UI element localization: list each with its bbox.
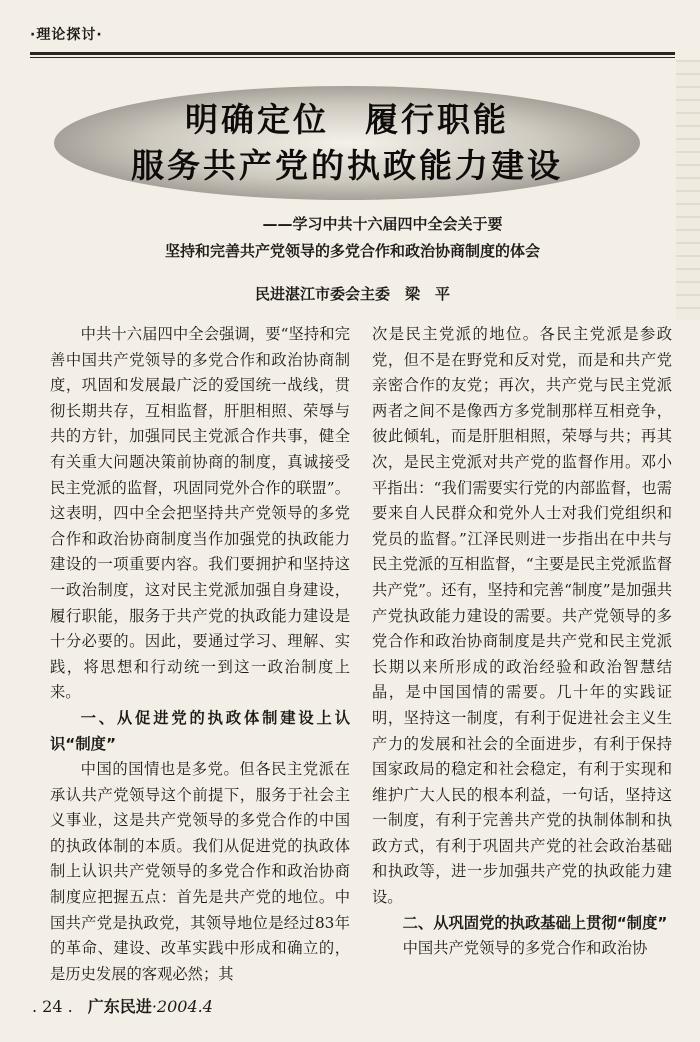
page-footer (32, 994, 213, 1017)
author-byline: 民进湛江市委会主委 梁 平 (254, 285, 450, 303)
right-column (372, 322, 672, 962)
magazine-name: 广东民进 (87, 997, 152, 1016)
body-paragraph: 中共十六届四中全会强调，要“坚持和完善中国共产党领导的多党合作和政治协商制度，巩固和发展最广泛的爱国统一战线，贯彻长期共存，互相监督，肝胆相照、荣辱与共的方针，加强同民主党派合作共事，健全有关重大问题决策前协商的制度，真诚接受民主党派的监督，巩固同党外合作的联盟”。这表明，四中全会把坚持共产党领导的多党合作和政治协商制度当作加强党的执政能力建设的一项重要内容。我们要拥护和坚持这一政治制度，这对民主党派加强自身建设，履行职能，服务于共产党的执政能力建设是十分必要的。因此，要通过学习、理解、实践，将思想和行动统一到这一政治制度上来。 (50, 325, 350, 702)
page-number: . 24 . (32, 997, 73, 1016)
title-line-1: 明确定位 履行职能 (185, 100, 509, 139)
body-paragraph: 中国共产党领导的多党合作和政治协 (402, 939, 648, 958)
left-column (50, 322, 350, 987)
title-banner (52, 84, 642, 202)
body-paragraph: 次是民主党派的地位。各民主党派是参政党，但不是在野党和反对党，而是和共产党亲密合作的友党；再次，共产党与民主党派两者之间不是像西方多党制那样互相竞争，彼此倾轧，而是肝胆相照，荣辱与共；再其次，是民主党派对共产党的监督作用。邓小平指出：“我们需要实行党的内部监督，也需要来自人民群众和党外人士对我们党组织和党员的监督。”江泽民则进一步指出在中共与民主党派的互相监督，“主要是民主党派监督共产党”。还有，坚持和完善“制度”是加强共产党执政能力建设的需要。共产党领导的多党合作和政治协商制度是共产党和民主党派长期以来所形成的政治经验和政治智慧结晶，是中国国情的需要。几十年的实践证明，坚持这一制度，有利于促进社会主义生产力的发展和社会的全面进步，有利于保持国家政局的稳定和社会稳定，有利于实现和维护广大人民的根本利益，一句话，坚持这一制度，有利于完善共产党的执制体制和执政方式，有利于巩固共产党的社会政治基础和执政等，进一步加强共产党的执政能力建设。 (372, 325, 672, 907)
header-rule-thin (30, 57, 675, 58)
title-line-2: 服务共产党的执政能力建设 (131, 146, 563, 185)
issue-number: ·2004.4 (151, 997, 213, 1016)
body-paragraph: 中国的国情也是多党。但各民主党派在承认共产党领导这个前提下，服务于社会主义事业，这是共产党领导的多党合作的中国的执政体制的本质。我们从促进党的执政体制上认识共产党领导的多党合作和政治协商制度应把握五点：首先是共产党的地位。中国共产党是执政党，其领导地位是经过83年的革命、建设、改革实践中形成和确立的，是历史发展的客观必然；其 (50, 760, 350, 983)
header-rule-thick (30, 52, 675, 55)
adjacent-page-edge (676, 60, 700, 320)
section-heading-1: 一、从促进党的执政体制建设上认识“制度” (50, 708, 350, 753)
section-heading-2: 二、从巩固党的执政基础上贯彻“制度” (402, 913, 668, 932)
section-tag: ·理论探讨· (30, 27, 103, 43)
subtitle-line-1: ——学习中共十六届四中全会关于要 (262, 215, 503, 233)
subtitle-line-2: 坚持和完善共产党领导的多党合作和政治协商制度的体会 (164, 242, 540, 260)
